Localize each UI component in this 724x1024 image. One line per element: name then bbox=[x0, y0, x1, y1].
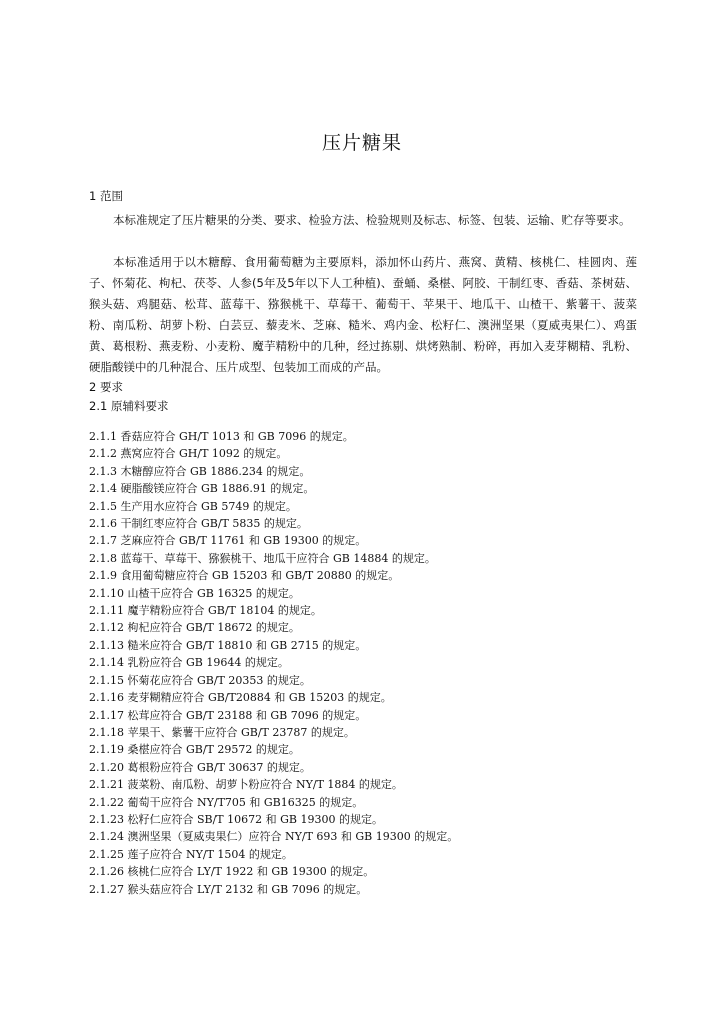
list-item: 2.1.26 核桃仁应符合 LY/T 1922 和 GB 19300 的规定。 bbox=[89, 865, 375, 879]
list-item: 2.1.15 怀菊花应符合 GB/T 20353 的规定。 bbox=[89, 673, 311, 687]
list-item: 2.1.11 魔芋精粉应符合 GB/T 18104 的规定。 bbox=[89, 604, 322, 618]
section-heading-scope: 1 范围 bbox=[89, 189, 123, 203]
list-item: 2.1.20 葛根粉应符合 GB/T 30637 的规定。 bbox=[89, 760, 311, 774]
list-item: 2.1.23 松籽仁应符合 SB/T 10672 和 GB 19300 的规定。 bbox=[89, 812, 383, 826]
list-item: 2.1.1 香菇应符合 GH/T 1013 和 GB 7096 的规定。 bbox=[89, 430, 354, 443]
list-item: 2.1.19 桑椹应符合 GB/T 29572 的规定。 bbox=[89, 743, 300, 757]
list-item: 2.1.17 松茸应符合 GB/T 23188 和 GB 7096 的规定。 bbox=[89, 708, 367, 722]
subsection-heading-raw-materials: 2.1 原辅料要求 bbox=[89, 399, 169, 413]
list-item: 2.1.10 山楂干应符合 GB 16325 的规定。 bbox=[89, 586, 300, 600]
list-item: 2.1.27 猴头菇应符合 LY/T 2132 和 GB 7096 的规定。 bbox=[89, 882, 368, 896]
list-item: 2.1.16 麦芽糊精应符合 GB/T20884 和 GB 15203 的规定。 bbox=[89, 691, 392, 705]
list-item: 2.1.12 枸杞应符合 GB/T 18672 的规定。 bbox=[89, 621, 300, 635]
list-item: 2.1.22 葡萄干应符合 NY/T705 和 GB16325 的规定。 bbox=[89, 795, 364, 809]
list-item: 2.1.3 木糖醇应符合 GB 1886.234 的规定。 bbox=[89, 464, 311, 478]
list-item: 2.1.9 食用葡萄糖应符合 GB 15203 和 GB/T 20880 的规定。 bbox=[89, 569, 400, 583]
list-item: 2.1.8 蓝莓干、草莓干、猕猴桃干、地瓜干应符合 GB 14884 的规定。 bbox=[89, 551, 436, 565]
list-item: 2.1.2 燕窝应符合 GH/T 1092 的规定。 bbox=[89, 447, 288, 461]
section-heading-requirements: 2 要求 bbox=[89, 380, 123, 394]
list-item: 2.1.25 莲子应符合 NY/T 1504 的规定。 bbox=[89, 847, 293, 861]
list-item: 2.1.7 芝麻应符合 GB/T 11761 和 GB 19300 的规定。 bbox=[89, 534, 367, 548]
list-item: 2.1.24 澳洲坚果（夏威夷果仁）应符合 NY/T 693 和 GB 19300 的规定。 bbox=[89, 830, 459, 844]
list-item: 2.1.21 菠菜粉、南瓜粉、胡萝卜粉应符合 NY/T 1884 的规定。 bbox=[89, 778, 403, 792]
list-item: 2.1.18 苹果干、紫薯干应符合 GB/T 23787 的规定。 bbox=[89, 725, 355, 739]
list-item: 2.1.5 生产用水应符合 GB 5749 的规定。 bbox=[89, 499, 297, 513]
list-item: 2.1.13 糙米应符合 GB/T 18810 和 GB 2715 的规定。 bbox=[89, 638, 367, 652]
scope-paragraph-1: 本标准规定了压片糖果的分类、要求、检验方法、检验规则及标志、标签、包装、运输、贮存等要求。 bbox=[113, 213, 631, 227]
raw-material-requirements-list bbox=[89, 428, 458, 898]
list-item: 2.1.6 干制红枣应符合 GB/T 5835 的规定。 bbox=[89, 517, 308, 531]
list-item: 2.1.14 乳粉应符合 GB 19644 的规定。 bbox=[89, 656, 289, 670]
scope-paragraph-2: 本标准适用于以木糖醇、食用葡萄糖为主要原料，添加怀山药片、燕窝、黄精、核桃仁、桂圆肉、莲子、怀菊花、枸杞、茯苓、人参(5年及5年以下人工种植)、蚕蛹、桑椹、阿胶、干制红枣、香菇、茶树菇、猴头菇、鸡腿菇、松茸、蓝莓干、猕猴桃干、草莓干、葡萄干、苹果干、地瓜干、山楂干、紫薯干、菠菜粉、南瓜粉、胡萝卜粉、白芸豆、藜麦米、芝麻、糙米、鸡内金、松籽仁、澳洲坚果（夏威夷果仁）、鸡蛋黄、葛根粉、燕麦粉、小麦粉、魔芋精粉中的几种，经过拣剔、烘烤熟制、粉碎，再加入麦芽糊精、乳粉、硬脂酸镁中的几种混合、压片成型、包装加工而成的产品。 bbox=[89, 255, 637, 374]
document-title: 压片糖果 bbox=[321, 132, 402, 154]
list-item: 2.1.4 硬脂酸镁应符合 GB 1886.91 的规定。 bbox=[89, 482, 315, 496]
